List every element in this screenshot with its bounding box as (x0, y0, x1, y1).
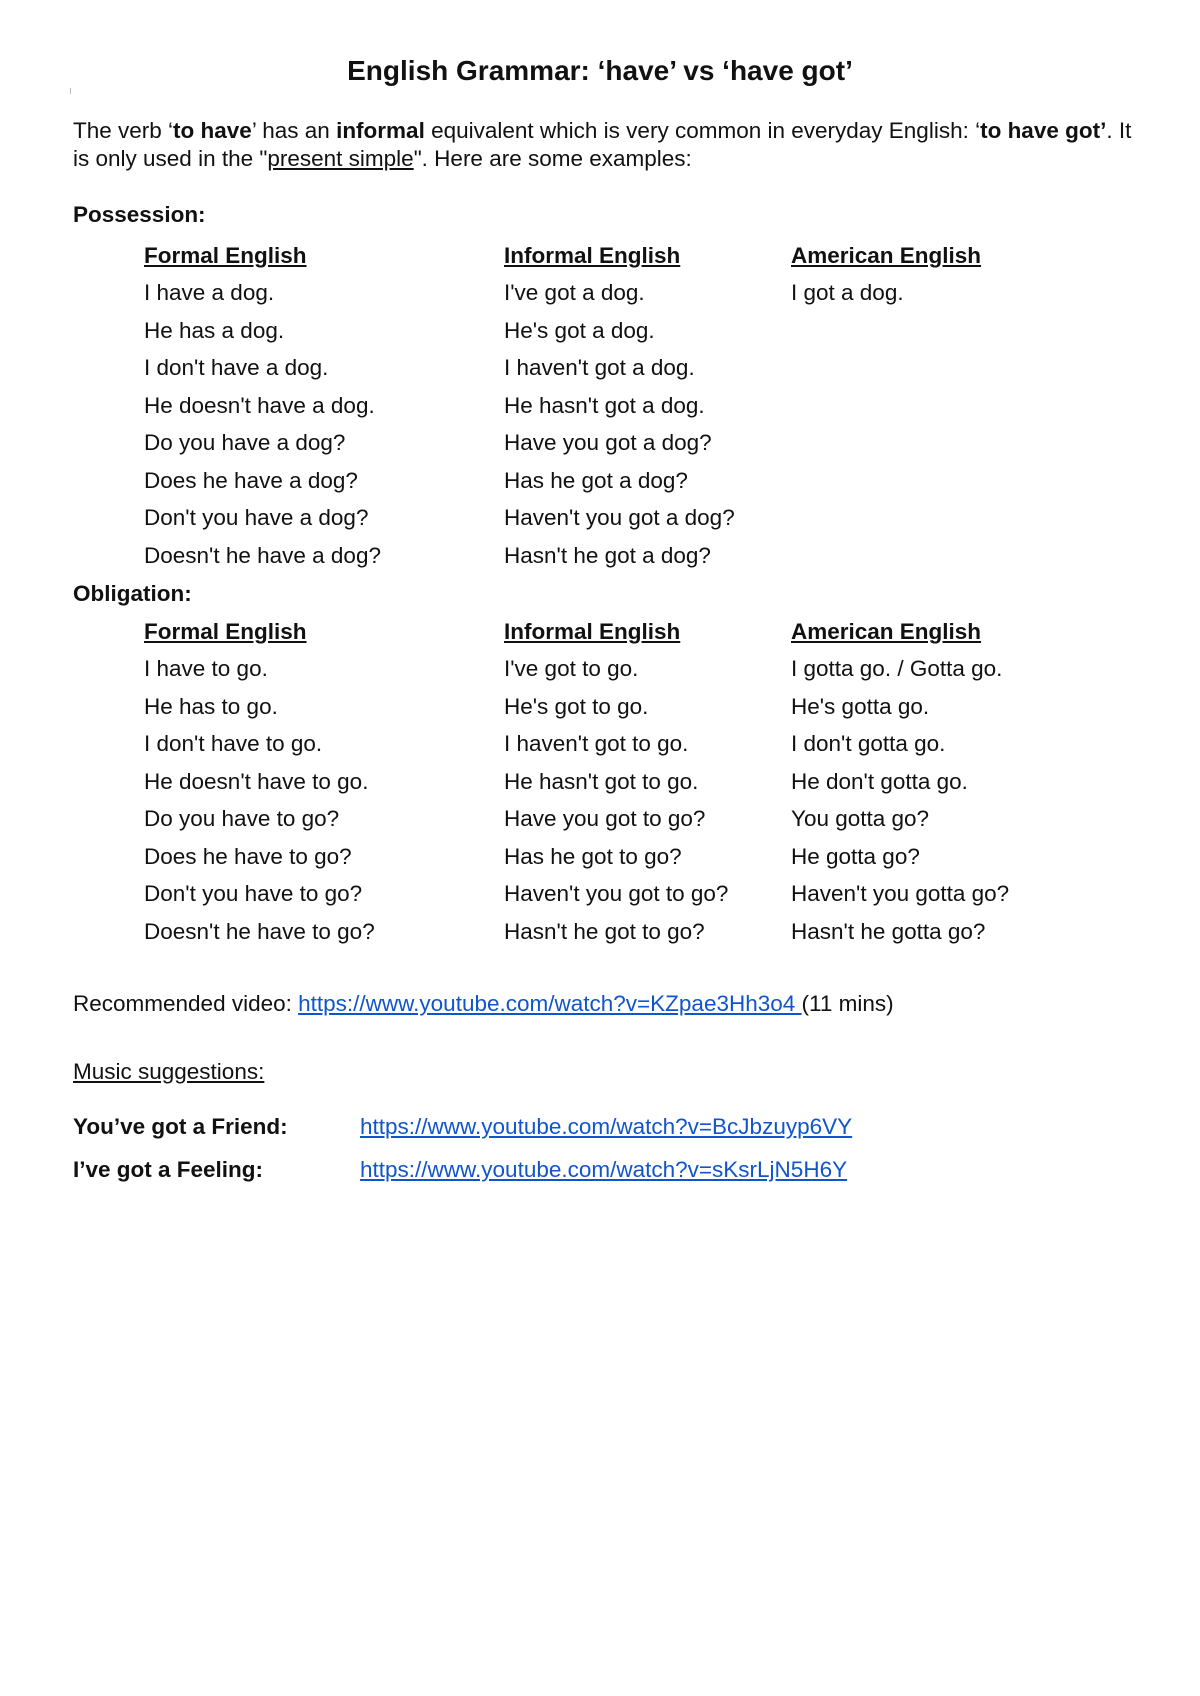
possession-informal-row: Hasn't he got a dog? (504, 542, 711, 568)
obligation-formal-row: He doesn't have to go. (144, 768, 369, 794)
obligation-american-row: Haven't you gotta go? (791, 881, 1010, 906)
possession-informal-row: Haven't you got a dog? (504, 505, 735, 530)
obligation-informal-row: I haven't got to go. (504, 731, 689, 756)
possession-label: Possession: (73, 202, 206, 227)
informal-english-header: Informal English (504, 619, 681, 644)
possession-formal-column (144, 242, 381, 579)
obligation-formal-row: I have to go. (144, 656, 268, 681)
obligation-informal-row: Has he got to go? (504, 843, 682, 869)
video-link[interactable]: https://www.youtube.com/watch?v=KZpae3Hh3o4 (298, 991, 802, 1016)
obligation-american-row: I don't gotta go. (791, 731, 946, 756)
video-duration: (11 mins) (801, 991, 894, 1016)
obligation-formal-row: He has to go. (144, 693, 278, 719)
informal-english-header: Informal English (504, 243, 681, 268)
song-link[interactable]: https://www.youtube.com/watch?v=sKsrLjN5H6Y (360, 1157, 848, 1182)
obligation-american-column (791, 618, 1009, 955)
obligation-informal-column (504, 618, 728, 955)
obligation-informal-row: Hasn't he got to go? (504, 918, 705, 944)
possession-formal-row: I don't have a dog. (144, 355, 329, 380)
song-title: I’ve got a Feeling: (73, 1157, 264, 1182)
obligation-formal-column (144, 618, 375, 955)
song-link[interactable]: https://www.youtube.com/watch?v=BcJbzuyp6VY (360, 1114, 853, 1139)
obligation-american-row: He's gotta go. (791, 693, 930, 719)
obligation-label: Obligation: (73, 581, 192, 606)
page-title: English Grammar: ‘have’ vs ‘have got’ (347, 55, 853, 86)
possession-formal-row: Don't you have a dog? (144, 505, 369, 530)
present-simple-term: present simple (267, 146, 414, 171)
obligation-american-row: He don't gotta go. (791, 768, 968, 794)
obligation-american-row: You gotta go? (791, 806, 930, 831)
obligation-informal-row: I've got to go. (504, 656, 639, 681)
song-row (73, 1157, 847, 1183)
song-row (73, 1114, 852, 1140)
margin-mark (70, 88, 71, 94)
possession-american-column (791, 242, 981, 317)
possession-informal-row: I've got a dog. (504, 280, 645, 305)
possession-formal-row: Does he have a dog? (144, 467, 358, 493)
possession-formal-row: He doesn't have a dog. (144, 392, 375, 418)
obligation-formal-row: Does he have to go? (144, 843, 352, 869)
possession-informal-row: Has he got a dog? (504, 467, 688, 493)
obligation-informal-row: He hasn't got to go. (504, 768, 699, 794)
recommended-video (73, 991, 894, 1017)
obligation-formal-row: Doesn't he have to go? (144, 918, 375, 944)
obligation-informal-row: He's got to go. (504, 693, 649, 719)
song-title: You’ve got a Friend: (73, 1114, 288, 1139)
obligation-american-row: I gotta go. / Gotta go. (791, 656, 1003, 681)
obligation-american-row: He gotta go? (791, 843, 920, 869)
intro-paragraph: The verb ‘to have’ has an informal equivalent which is very common in everyday English: ‘to have got’. It is only used in the "present simple". Here are some examples: (73, 118, 1132, 171)
video-label: Recommended video: (73, 991, 299, 1016)
possession-informal-row: He hasn't got a dog. (504, 392, 705, 418)
possession-formal-row: I have a dog. (144, 280, 275, 305)
possession-informal-row: Have you got a dog? (504, 430, 712, 455)
possession-formal-row: He has a dog. (144, 317, 285, 343)
possession-informal-row: He's got a dog. (504, 317, 655, 343)
obligation-american-row: Hasn't he gotta go? (791, 918, 986, 944)
obligation-formal-row: Do you have to go? (144, 806, 340, 831)
obligation-formal-row: Don't you have to go? (144, 881, 363, 906)
obligation-informal-row: Haven't you got to go? (504, 881, 729, 906)
formal-english-header: Formal English (144, 619, 307, 644)
obligation-formal-row: I don't have to go. (144, 731, 323, 756)
possession-informal-column (504, 242, 735, 579)
possession-formal-row: Do you have a dog? (144, 430, 346, 455)
formal-english-header: Formal English (144, 243, 307, 268)
american-english-header: American English (791, 243, 982, 268)
possession-formal-row: Doesn't he have a dog? (144, 542, 381, 568)
american-english-header: American English (791, 619, 982, 644)
obligation-informal-row: Have you got to go? (504, 806, 706, 831)
possession-american-row: I got a dog. (791, 280, 904, 305)
possession-informal-row: I haven't got a dog. (504, 355, 695, 380)
music-suggestions-heading: Music suggestions: (73, 1059, 265, 1084)
